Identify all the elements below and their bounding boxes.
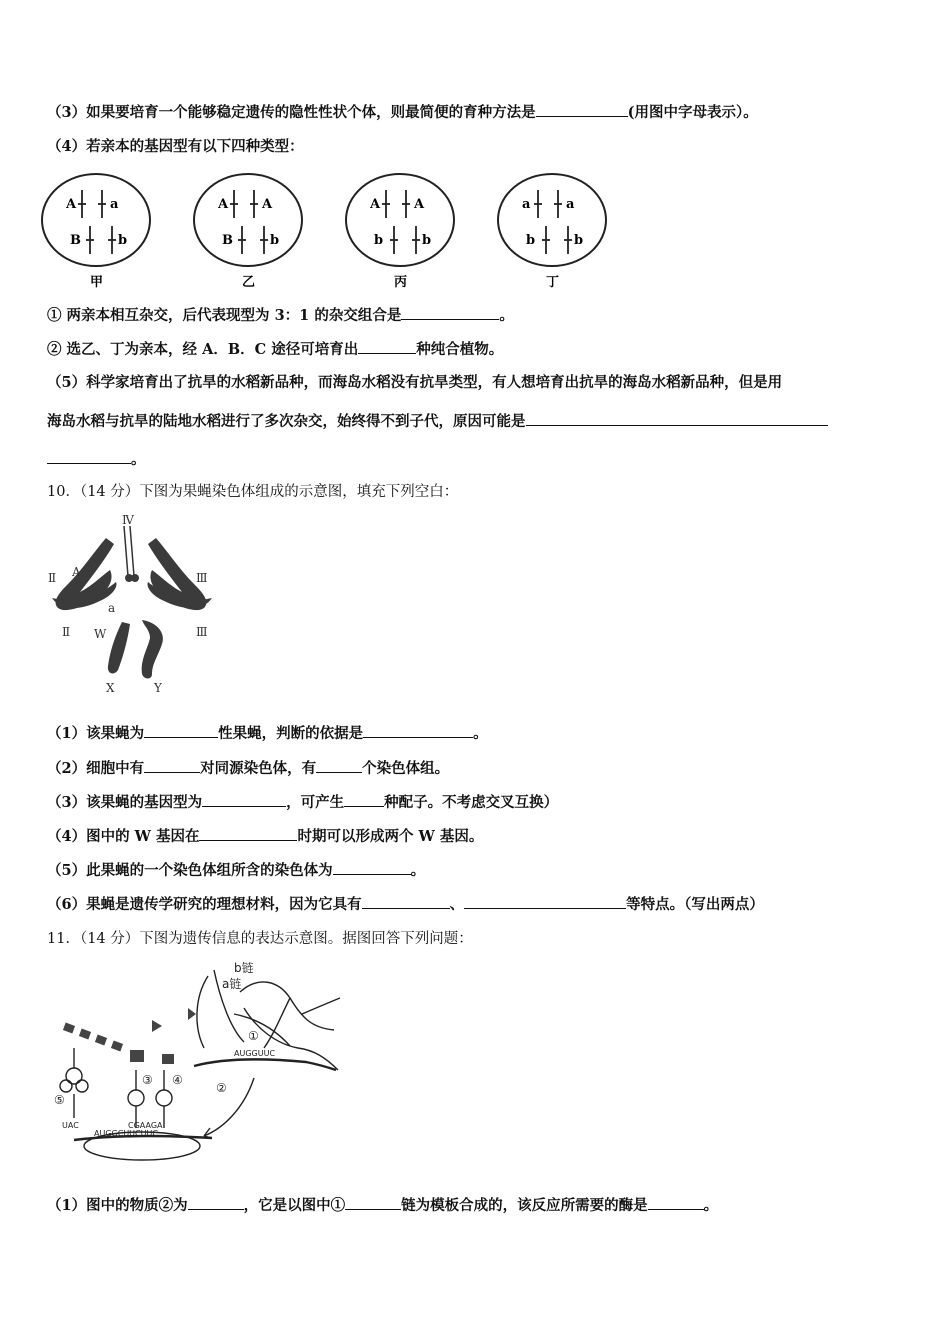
answer-blank[interactable]	[363, 723, 473, 738]
fruit-fly-chromosomes-figure	[44, 512, 224, 698]
label-2: ②	[216, 1081, 227, 1095]
genotype-cell-2	[194, 174, 302, 290]
q10-6-line: （6）果蝇是遗传学研究的理想材料，因为它具有 、 等特点。（写出两点）	[47, 896, 764, 913]
cell-name: 甲	[90, 275, 104, 290]
q9-3-line: （3）如果要培育一个能够稳定遗传的隐性性状个体，则最简便的育种方法是 (用图中字母表示）。	[47, 104, 758, 121]
answer-blank[interactable]	[526, 411, 828, 426]
cell-name: 丙	[394, 275, 408, 290]
q9-4-2-line: ② 选乙、丁为亲本，经 A．B．C 途径可培育出 种纯合植物。	[47, 341, 504, 358]
question-10-heading: 10．（14 分）下图为果蝇染色体组成的示意图，填充下列空白：	[47, 484, 459, 500]
q11-1-line: （1）图中的物质②为 ，它是以图中① 链为模板合成的，该反应所需要的酶是 。	[47, 1197, 719, 1214]
allele-top-left: A	[218, 197, 229, 212]
allele-bottom-left: B	[222, 233, 233, 248]
label-4: ④	[172, 1073, 183, 1087]
answer-blank[interactable]	[144, 758, 200, 773]
label-ii-bottom: Ⅱ	[62, 625, 71, 639]
allele-top-left: A	[370, 197, 381, 212]
answer-blank[interactable]	[648, 1195, 704, 1210]
allele-bottom-right: b	[574, 233, 584, 248]
answer-blank[interactable]	[144, 723, 218, 738]
label-x: X	[106, 681, 115, 695]
genotype-cells-figure	[40, 170, 630, 294]
chromosome-x	[108, 622, 130, 673]
q10-1-line: （1）该果蝇为 性果蝇，判断的依据是 。	[47, 725, 488, 742]
answer-blank[interactable]	[202, 792, 286, 807]
answer-blank[interactable]	[344, 792, 384, 807]
allele-top-right: A	[262, 197, 273, 212]
label-iii-top: Ⅲ	[196, 571, 208, 585]
allele-top-left: a	[522, 197, 531, 212]
allele-top-left: A	[66, 197, 77, 212]
q9-4-line: （4）若亲本的基因型有以下四种类型：	[47, 138, 304, 155]
label-5: ⑤	[54, 1093, 65, 1107]
allele-bottom-right: b	[118, 233, 128, 248]
genotype-cell-3	[346, 174, 454, 290]
label-1: ①	[248, 1029, 259, 1043]
b-chain-label: b链	[234, 961, 254, 975]
label-ii-top: Ⅱ	[48, 571, 57, 585]
genotype-cell-1	[42, 174, 150, 290]
answer-blank[interactable]	[188, 1195, 244, 1210]
q10-3-line: （3）该果蝇的基因型为 ，可产生 种配子。不考虑交叉互换）	[47, 794, 559, 811]
a-chain-label: a链	[222, 977, 242, 991]
gene-W-label: W	[94, 627, 107, 641]
allele-bottom-left: b	[374, 233, 384, 248]
mrna-bottom-label: AUGGCUUCUUC	[94, 1129, 158, 1138]
label-iii-bottom: Ⅲ	[196, 625, 208, 639]
label-y: Y	[154, 681, 162, 695]
label-3: ③	[142, 1073, 153, 1087]
q10-5-line: （5）此果蝇的一个染色体组所含的染色体为 。	[47, 862, 426, 879]
answer-blank[interactable]	[47, 449, 131, 464]
q10-2-line: （2）细胞中有 对同源染色体，有 个染色体组。	[47, 760, 450, 777]
allele-bottom-right: b	[270, 233, 280, 248]
question-11-heading: 11．（14 分）下图为遗传信息的表达示意图。据图回答下列问题：	[47, 931, 473, 947]
gene-expression-figure	[44, 958, 346, 1164]
answer-blank[interactable]	[345, 1195, 401, 1210]
q9-4-1-line: ① 两亲本相互杂交，后代表现型为 3：1 的杂交组合是 。	[47, 307, 514, 324]
answer-blank[interactable]	[316, 758, 362, 773]
allele-top-right: A	[414, 197, 425, 212]
q9-5-line: （5）科学家培育出了抗旱的水稻新品种，而海岛水稻没有抗旱类型，有人想培育出抗旱的海岛水稻新品种，但是用	[47, 374, 783, 391]
cell-name: 乙	[242, 275, 256, 290]
genotype-cell-4	[498, 174, 606, 290]
answer-blank[interactable]	[362, 894, 450, 909]
allele-bottom-right: b	[422, 233, 432, 248]
answer-blank[interactable]	[199, 826, 297, 841]
allele-top-right: a	[566, 197, 575, 212]
label-iv: Ⅳ	[122, 513, 134, 527]
q9-5-line-2: 海岛水稻与抗旱的陆地水稻进行了多次杂交，始终得不到子代，原因可能是	[47, 411, 828, 432]
answer-blank[interactable]	[333, 860, 411, 875]
answer-blank[interactable]	[358, 339, 416, 354]
allele-bottom-left: B	[70, 233, 81, 248]
cell-name: 丁	[546, 275, 560, 290]
allele-bottom-left: b	[526, 233, 536, 248]
q10-4-line: （4）图中的 W 基因在 时期可以形成两个 W 基因。	[47, 828, 484, 845]
mrna-right-label: AUGGUUC	[234, 1049, 276, 1058]
answer-blank[interactable]	[401, 305, 499, 320]
allele-top-right: a	[110, 197, 119, 212]
answer-blank[interactable]	[464, 894, 626, 909]
gene-A-label: A	[72, 565, 81, 579]
anticodon-label: UAC	[62, 1121, 79, 1130]
trna-codon-label: CGAAGA	[128, 1121, 163, 1130]
answer-blank[interactable]	[536, 102, 628, 117]
chromosome-y	[142, 620, 163, 679]
q9-5-line-3: 。	[47, 449, 146, 470]
gene-a-label: a	[108, 601, 116, 615]
